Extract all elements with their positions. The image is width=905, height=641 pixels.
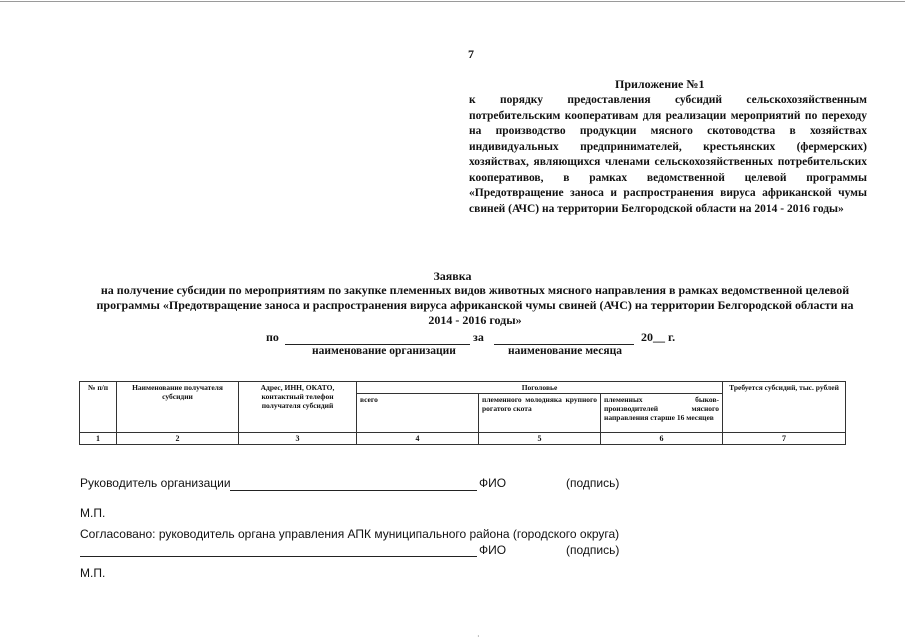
header-total: всего: [357, 394, 479, 433]
scan-mark: ·: [477, 632, 480, 641]
header-young-cattle: племенного молодняка крупного рогатого скота: [479, 394, 601, 433]
caption-month: наименование месяца: [508, 345, 623, 357]
prefix-za: за: [473, 330, 484, 344]
page-number: 7: [468, 47, 474, 61]
head-of-organization-label: Руководитель организации: [80, 476, 231, 490]
application-title: Заявка: [433, 269, 472, 283]
fio-label-2: ФИО: [479, 543, 507, 557]
application-table: [79, 381, 846, 445]
agreed-signature-line[interactable]: [80, 556, 477, 557]
appendix-title: Приложение №1: [615, 77, 705, 91]
caption-organization: наименование организации: [312, 345, 456, 357]
table-header-row: [80, 382, 846, 394]
top-rule: [0, 1, 905, 2]
column-number-1: 1: [80, 433, 117, 445]
column-number-3: 3: [239, 433, 357, 445]
header-recipient: Наименование получателя субсидии: [117, 382, 239, 433]
appendix-body: к порядку предоставления субсидий сельскохозяйственным потребительским кооперативам для реализации мероприятий по переходу на производство продукции мясного скотоводства в хозяйствах индивидуальных предпринимателей, крестьянских (фермерских) хозяйствах, являющихся членами сельскохозяйственных потребительских кооперативов, в рамках ведомственной целевой программы «Предотвращение заноса и распространения вируса африканской чумы свиней (АЧС) на территории Белгородской области на 2014 - 2016 годы»: [469, 94, 867, 215]
year-field: 20__ г.: [641, 330, 676, 344]
signature-label-2: (подпись): [566, 543, 620, 557]
column-number-6: 6: [601, 433, 723, 445]
column-number-2: 2: [117, 433, 239, 445]
agreed-label: Согласовано: руководитель органа управления АПК муниципального района (городского округа): [80, 527, 620, 541]
header-required: Требуется субсидий, тыс. рублей: [723, 382, 846, 433]
column-number-4: 4: [357, 433, 479, 445]
stamp-label-2: М.П.: [80, 566, 106, 580]
application-subtitle: на получение субсидии по мероприятиям по закупке племенных видов животных мясного направления в рамках ведомственной целевой программы «Предотвращение заноса и распространения вируса африканской чумы свиней (АЧС) на территории Белгородской области на 2014 - 2016 годы»: [96, 283, 854, 327]
head-signature-line[interactable]: [230, 490, 477, 491]
stamp-label-1: М.П.: [80, 506, 106, 520]
signature-label-1: (подпись): [566, 476, 620, 490]
header-bulls: племенных быков-производителей мясного направления старше 16 месяцев: [601, 394, 723, 433]
header-num: № п/п: [80, 382, 117, 433]
prefix-po: по: [266, 330, 279, 344]
header-address: Адрес, ИНН, ОКАТО, контактный телефон получателя субсидий: [239, 382, 357, 433]
column-number-7: 7: [723, 433, 846, 445]
column-number-5: 5: [479, 433, 601, 445]
header-livestock-group: Поголовье: [357, 382, 723, 394]
fio-label-1: ФИО: [479, 476, 507, 490]
table-column-numbers-row: [80, 433, 846, 445]
